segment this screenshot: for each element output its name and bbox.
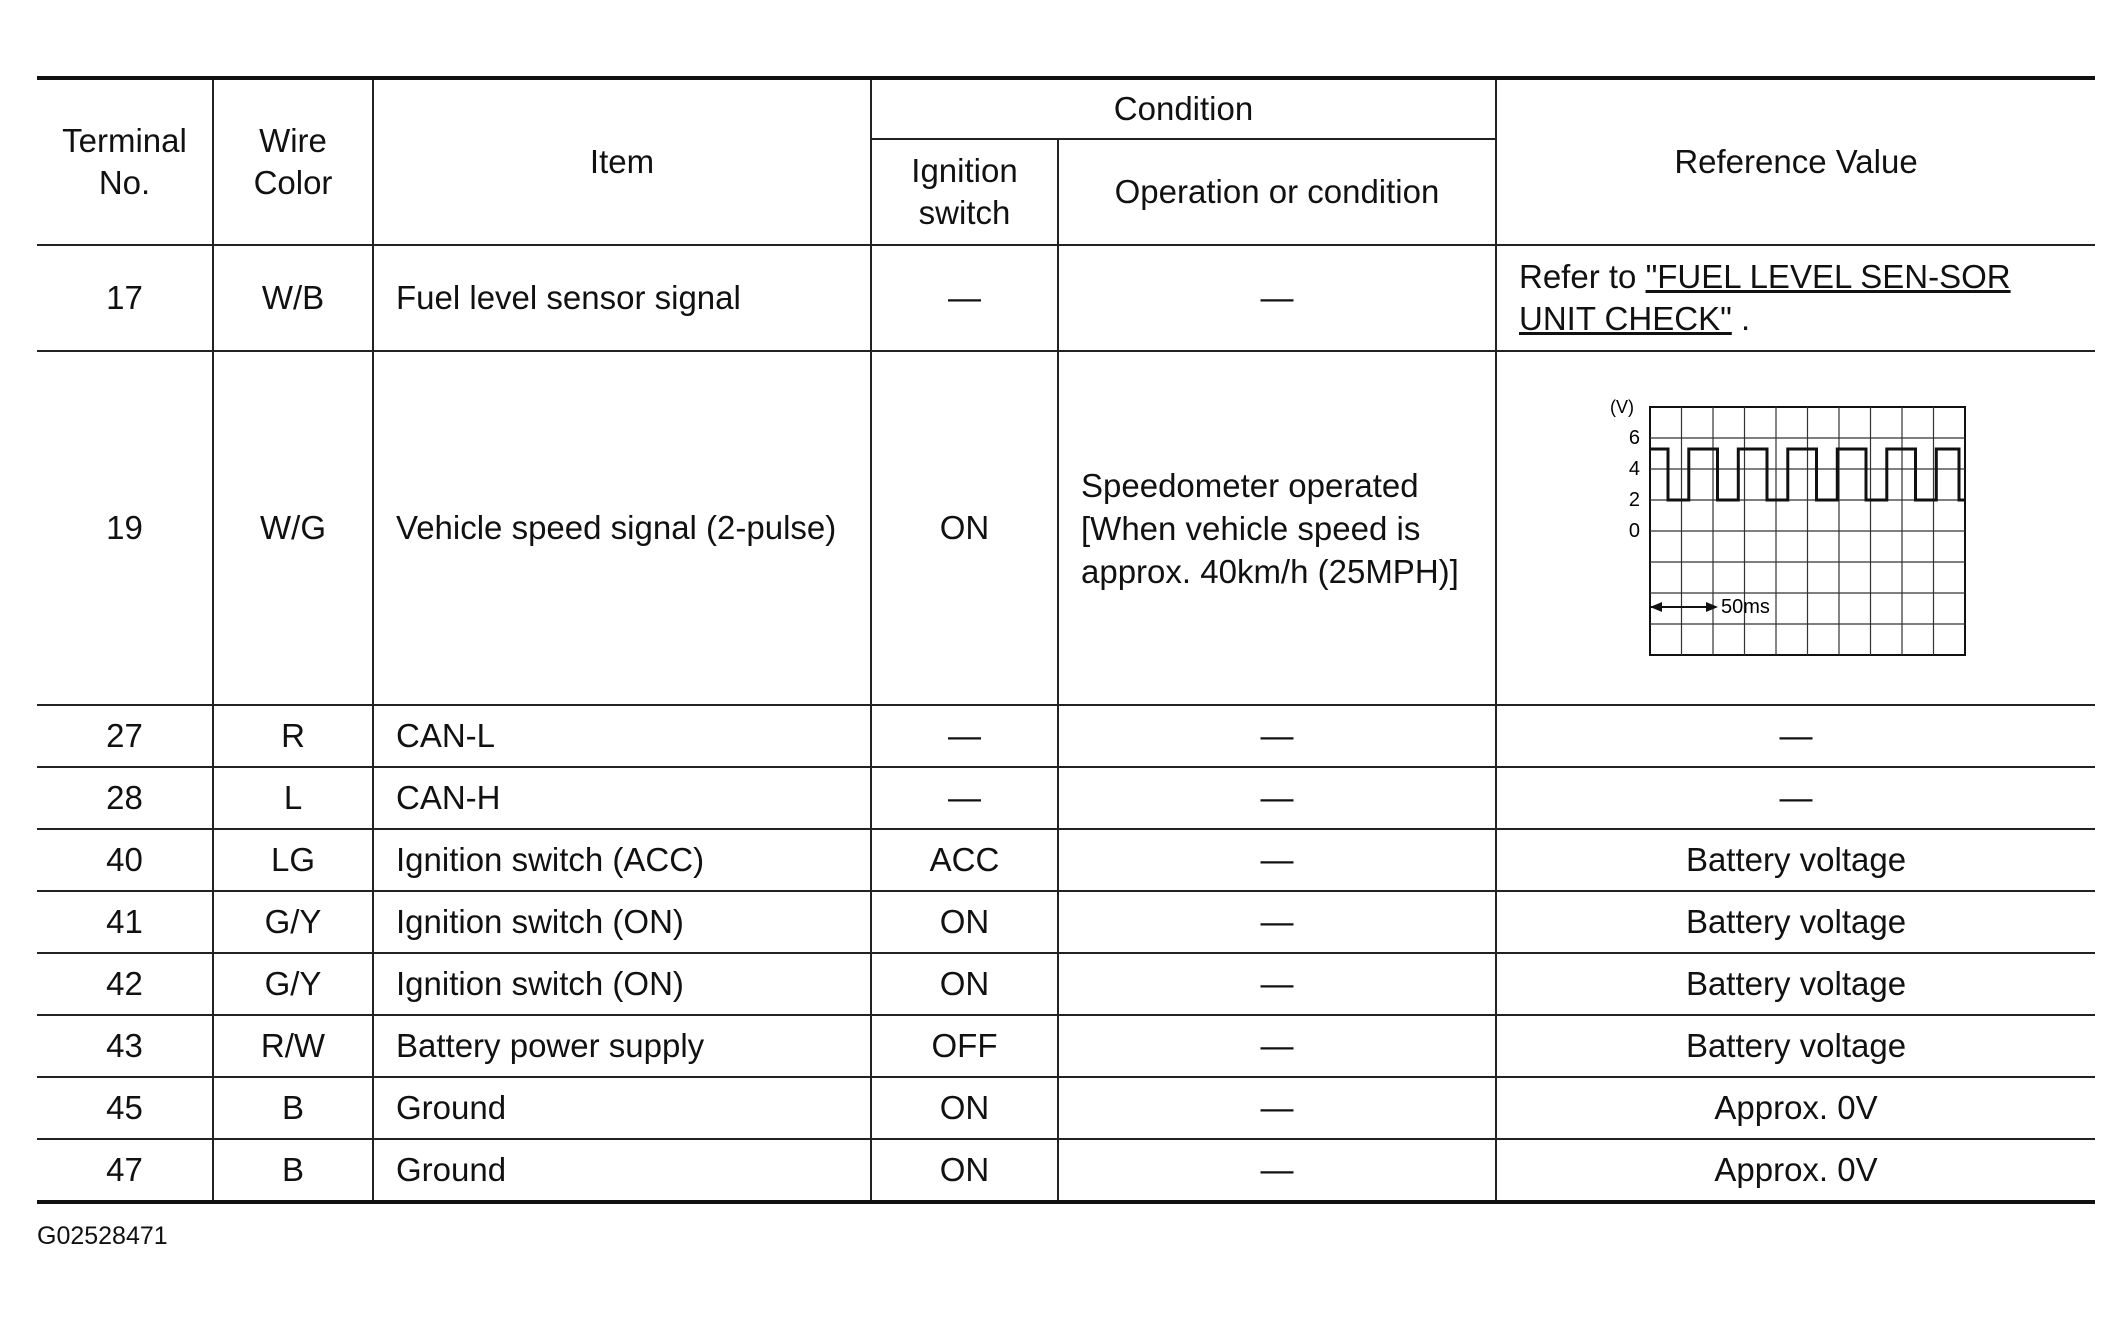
waveform-container <box>1519 393 2073 663</box>
wire-color-cell: LG <box>213 829 373 891</box>
wire-color-cell: R/W <box>213 1015 373 1077</box>
wire-color-cell: L <box>213 767 373 829</box>
waveform-tick-label: 6 <box>1628 427 1640 449</box>
terminal-cell: 41 <box>37 891 213 953</box>
terminal-cell: 45 <box>37 1077 213 1139</box>
reference-cell: — <box>1496 767 2095 829</box>
operation-cell: — <box>1058 705 1496 767</box>
reference-cell <box>1496 245 2095 351</box>
item-cell: Ignition switch (ON) <box>373 953 871 1015</box>
ignition-cell: ON <box>871 953 1058 1015</box>
table-row <box>37 1077 2095 1139</box>
table-row <box>37 891 2095 953</box>
item-cell: Battery power supply <box>373 1015 871 1077</box>
item-cell: CAN-H <box>373 767 871 829</box>
speed-signal-waveform <box>1606 393 1986 663</box>
figure-id: G02528471 <box>37 1222 168 1250</box>
item-cell: Vehicle speed signal (2-pulse) <box>373 351 871 705</box>
waveform-time-label: 50ms <box>1721 596 1770 618</box>
header-ignition-switch: Ignition switch <box>871 139 1058 245</box>
reference-cell: Battery voltage <box>1496 829 2095 891</box>
item-cell: Ignition switch (ON) <box>373 891 871 953</box>
ignition-cell: — <box>871 245 1058 351</box>
operation-cell: — <box>1058 1015 1496 1077</box>
terminal-spec-table <box>37 76 2095 1204</box>
table-row <box>37 351 2095 705</box>
ignition-cell: ACC <box>871 829 1058 891</box>
wire-color-cell: B <box>213 1139 373 1202</box>
operation-cell: Speedometer operated [When vehicle speed is approx. 40km/h (25MPH)] <box>1058 351 1496 705</box>
header-item: Item <box>373 78 871 245</box>
waveform-grid <box>1650 407 1965 655</box>
operation-cell: — <box>1058 767 1496 829</box>
wire-color-cell: R <box>213 705 373 767</box>
terminal-cell: 28 <box>37 767 213 829</box>
ignition-cell: — <box>871 705 1058 767</box>
ignition-cell: ON <box>871 351 1058 705</box>
terminal-cell: 40 <box>37 829 213 891</box>
reference-suffix: . <box>1731 300 1751 337</box>
waveform-unit-label: (V) <box>1610 397 1634 417</box>
reference-cell: Approx. 0V <box>1496 1077 2095 1139</box>
operation-cell: — <box>1058 953 1496 1015</box>
time-scale-arrowhead-right <box>1706 602 1718 612</box>
wire-color-cell: B <box>213 1077 373 1139</box>
terminal-cell: 17 <box>37 245 213 351</box>
wire-color-cell: W/B <box>213 245 373 351</box>
operation-cell: — <box>1058 891 1496 953</box>
reference-cell: Approx. 0V <box>1496 1139 2095 1202</box>
wire-color-cell: G/Y <box>213 953 373 1015</box>
fuel-level-sensor-check-link[interactable]: "FUEL LEVEL SEN-SOR UNIT CHECK" <box>1519 258 2011 337</box>
reference-cell <box>1496 351 2095 705</box>
time-scale-arrowhead-left <box>1650 602 1662 612</box>
wire-color-cell: G/Y <box>213 891 373 953</box>
operation-cell: — <box>1058 245 1496 351</box>
reference-cell: Battery voltage <box>1496 1015 2095 1077</box>
reference-cell: Battery voltage <box>1496 953 2095 1015</box>
header-operation-or-condition: Operation or condition <box>1058 139 1496 245</box>
wire-color-cell: W/G <box>213 351 373 705</box>
table-row <box>37 1015 2095 1077</box>
table-row <box>37 1139 2095 1202</box>
reference-cell: Battery voltage <box>1496 891 2095 953</box>
terminal-cell: 42 <box>37 953 213 1015</box>
header-condition: Condition <box>871 78 1496 139</box>
operation-cell: — <box>1058 1139 1496 1202</box>
header-wire-color: Wire Color <box>213 78 373 245</box>
waveform-tick-label: 0 <box>1628 520 1640 542</box>
item-cell: CAN-L <box>373 705 871 767</box>
table-row <box>37 767 2095 829</box>
terminal-cell: 27 <box>37 705 213 767</box>
table-row <box>37 953 2095 1015</box>
waveform-tick-label: 2 <box>1628 489 1640 511</box>
ignition-cell: — <box>871 767 1058 829</box>
header-reference-value: Reference Value <box>1496 78 2095 245</box>
operation-cell: — <box>1058 1077 1496 1139</box>
ignition-cell: ON <box>871 1077 1058 1139</box>
item-cell: Ground <box>373 1077 871 1139</box>
table-row <box>37 705 2095 767</box>
header-terminal-no: Terminal No. <box>37 78 213 245</box>
terminal-cell: 43 <box>37 1015 213 1077</box>
terminal-cell: 47 <box>37 1139 213 1202</box>
item-cell: Ignition switch (ACC) <box>373 829 871 891</box>
waveform-axis-labels <box>1610 397 1770 618</box>
ignition-cell: ON <box>871 891 1058 953</box>
ignition-cell: OFF <box>871 1015 1058 1077</box>
operation-cell: — <box>1058 829 1496 891</box>
ignition-cell: ON <box>871 1139 1058 1202</box>
reference-prefix: Refer to <box>1519 258 1646 295</box>
reference-cell: — <box>1496 705 2095 767</box>
terminal-cell: 19 <box>37 351 213 705</box>
item-cell: Ground <box>373 1139 871 1202</box>
waveform-tick-label: 4 <box>1628 458 1640 480</box>
table-row <box>37 829 2095 891</box>
item-cell: Fuel level sensor signal <box>373 245 871 351</box>
table-row <box>37 245 2095 351</box>
